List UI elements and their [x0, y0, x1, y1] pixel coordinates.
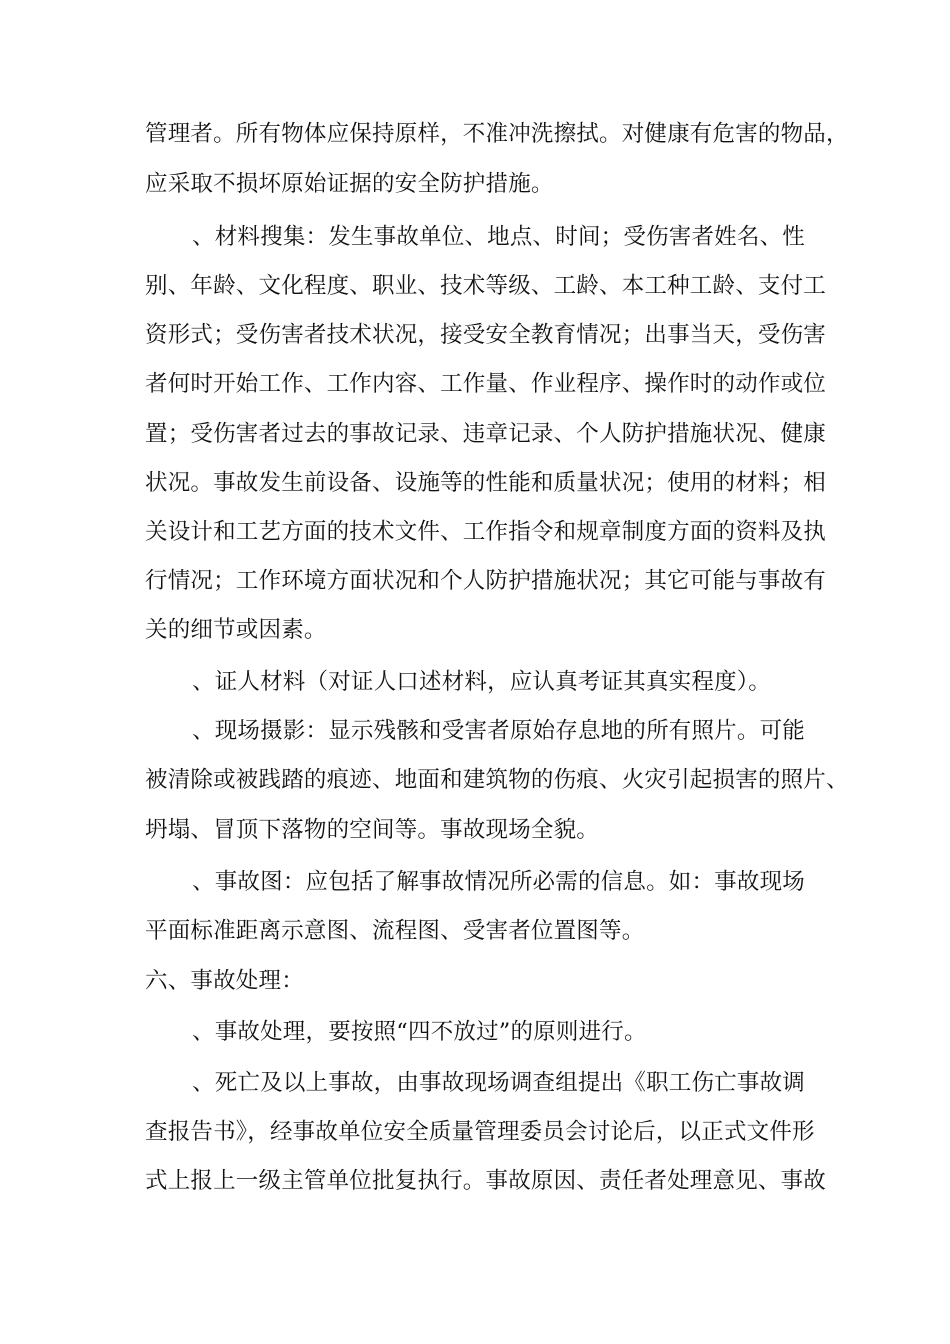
paragraph-line: 、证人材料（对证人口述材料，应认真考证其真实程度）。 — [192, 669, 771, 695]
paragraph-line: 者何时开始工作、工作内容、工作量、作业程序、操作时的动作或位 — [145, 371, 827, 397]
paragraph-line: 坍塌、冒顶下落物的空间等。事故现场全貌。 — [145, 817, 600, 843]
paragraph-line: 被清除或被践踏的痕迹、地面和建筑物的伤痕、火灾引起损害的照片、 — [145, 767, 849, 793]
paragraph-line: 置；受伤害者过去的事故记录、违章记录、个人防护措施状况、健康 — [145, 421, 827, 447]
paragraph-line: 、现场摄影：显示残骸和受害者原始存息地的所有照片。可能 — [192, 718, 805, 744]
paragraph-line: 资形式；受伤害者技术状况，接受安全教育情况；出事当天，受伤害 — [145, 322, 827, 348]
paragraph-line: 、事故处理，要按照“四不放过”的原则进行。 — [192, 1019, 647, 1045]
paragraph-line: 管理者。所有物体应保持原样，不准冲洗擦拭。对健康有危害的物品， — [145, 121, 849, 147]
paragraph-line: 别、年龄、文化程度、职业、技术等级、工龄、本工种工龄、支付工 — [145, 273, 827, 299]
paragraph-line: 式上报上一级主管单位批复执行。事故原因、责任者处理意见、事故 — [145, 1168, 827, 1194]
paragraph-line: 应采取不损坏原始证据的安全防护措施。 — [145, 171, 554, 197]
paragraph-line: 平面标准距离示意图、流程图、受害者位置图等。 — [145, 918, 645, 944]
paragraph-line: 、死亡及以上事故，由事故现场调查组提出《职工伤亡事故调 — [192, 1070, 805, 1096]
paragraph-line: 行情况；工作环境方面状况和个人防护措施状况；其它可能与事故有 — [145, 568, 827, 594]
section-heading: 六、事故处理： — [145, 968, 304, 994]
paragraph-line: 状况。事故发生前设备、设施等的性能和质量状况；使用的材料；相 — [145, 470, 827, 496]
paragraph-line: 关的细节或因素。 — [145, 617, 327, 643]
paragraph-line: 关设计和工艺方面的技术文件、工作指令和规章制度方面的资料及执 — [145, 519, 827, 545]
paragraph-line: 、材料搜集：发生事故单位、地点、时间；受伤害者姓名、性 — [192, 224, 805, 250]
paragraph-line: 、事故图：应包括了解事故情况所必需的信息。如：事故现场 — [192, 869, 805, 895]
paragraph-line: 查报告书》，经事故单位安全质量管理委员会讨论后，以正式文件形 — [145, 1119, 815, 1145]
